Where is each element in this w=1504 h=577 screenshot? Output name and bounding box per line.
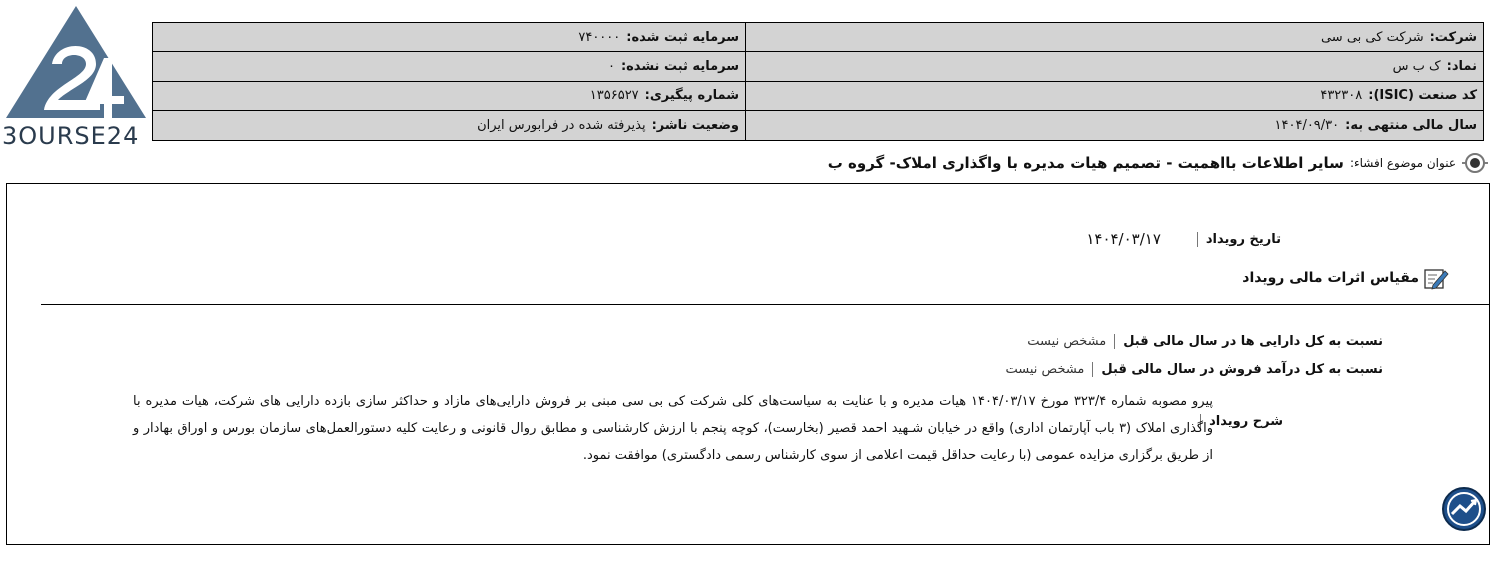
symbol-cell: نماد: ک ب س — [745, 52, 1483, 81]
fiscal-year-end: ۱۴۰۴/۰۹/۳۰ — [1274, 117, 1340, 133]
subject-title: سایر اطلاعات بااهمیت - تصمیم هیات مدیره با واگذاری املاک- گروه ب — [827, 154, 1344, 172]
logo-text: 3OURSE24 — [2, 122, 140, 150]
subject-label: عنوان موضوع افشاء: — [1349, 156, 1456, 170]
radio-bullet-icon — [1462, 150, 1488, 176]
tracking-number: ۱۳۵۶۵۲۷ — [589, 88, 639, 104]
event-description-label: شرح رویداد — [1200, 414, 1283, 429]
ratio-sales-row — [1005, 362, 1383, 377]
registered-capital: ۷۴۰۰۰۰ — [578, 29, 621, 45]
section-divider — [41, 304, 1489, 305]
unregistered-capital-cell: سرمایه ثبت نشده: ۰ — [153, 52, 745, 81]
bourse24-logo — [0, 0, 152, 152]
registered-capital-cell: سرمایه ثبت شده: ۷۴۰۰۰۰ — [153, 23, 745, 52]
symbol: ک ب س — [1392, 58, 1441, 74]
event-date-label: تاریخ رویداد — [1197, 232, 1281, 247]
event-date-value: ۱۴۰۴/۰۳/۱۷ — [1086, 230, 1161, 248]
ratio-sales-value: مشخص نیست — [1005, 362, 1085, 377]
company-cell: شرکت: شرکت کی بی سی — [745, 23, 1483, 52]
fiscal-year-cell: سال مالی منتهی به: ۱۴۰۴/۰۹/۳۰ — [745, 111, 1483, 140]
event-description-text: پیرو مصوبه شماره ۳۲۳/۴ مورخ ۱۴۰۴/۰۳/۱۷ هیات مدیره و با عنایت به سیاست‌های کلی شرکت کی بی سی مبنی بر فروش دارایی‌های مازاد و حداکثر سازی بازده دارایی های شرکت، هیات مدیره با واگذاری املاک (۳ باب آپارتمان اداری) واقع در خیابان شـهید احمد قصیر (بخارست)، کوچه پنجم با ارزش کارشناسی و مطابق روال قانونی و رعایت کلیه دستورالعمل‌های سازمان بورس و اوراق بهادار و از طریق برگزاری مزایده عمومی (با رعایت حداقل قیمت اعلامی از سوی کارشناس رسمی دادگستری) موافقت نمود. — [133, 394, 1213, 463]
financial-impact-title: مقیاس اثرات مالی رویداد — [1242, 266, 1449, 290]
publisher-status-cell: وضعیت ناشر: پذیرفته شده در فرابورس ایران — [477, 117, 739, 133]
event-description-row — [133, 394, 1283, 463]
unregistered-capital: ۰ — [607, 58, 615, 74]
logo-triangle-icon — [0, 0, 152, 130]
ratio-sales-label: نسبت به کل درآمد فروش در سال مالی قبل — [1092, 362, 1383, 377]
company-info-table — [152, 22, 1484, 141]
ratio-assets-label: نسبت به کل دارایی ها در سال مالی قبل — [1114, 334, 1383, 349]
isic-cell: کد صنعت (ISIC): ۴۳۲۳۰۸ — [745, 82, 1483, 111]
isic-code: ۴۳۲۳۰۸ — [1320, 88, 1363, 104]
ratio-assets-value: مشخص نیست — [1027, 334, 1107, 349]
tracking-cell: شماره پیگیری: ۱۳۵۶۵۲۷ — [153, 82, 745, 111]
disclosure-subject — [828, 150, 1488, 176]
publisher-status: پذیرفته شده در فرابورس ایران — [477, 117, 646, 133]
ratio-assets-row — [1027, 334, 1383, 349]
event-date-row — [1086, 230, 1281, 248]
event-details-box — [6, 183, 1490, 545]
edit-note-icon — [1423, 266, 1449, 290]
company-name: شرکت کی بی سی — [1320, 29, 1424, 45]
chart-trend-icon — [1441, 486, 1487, 532]
